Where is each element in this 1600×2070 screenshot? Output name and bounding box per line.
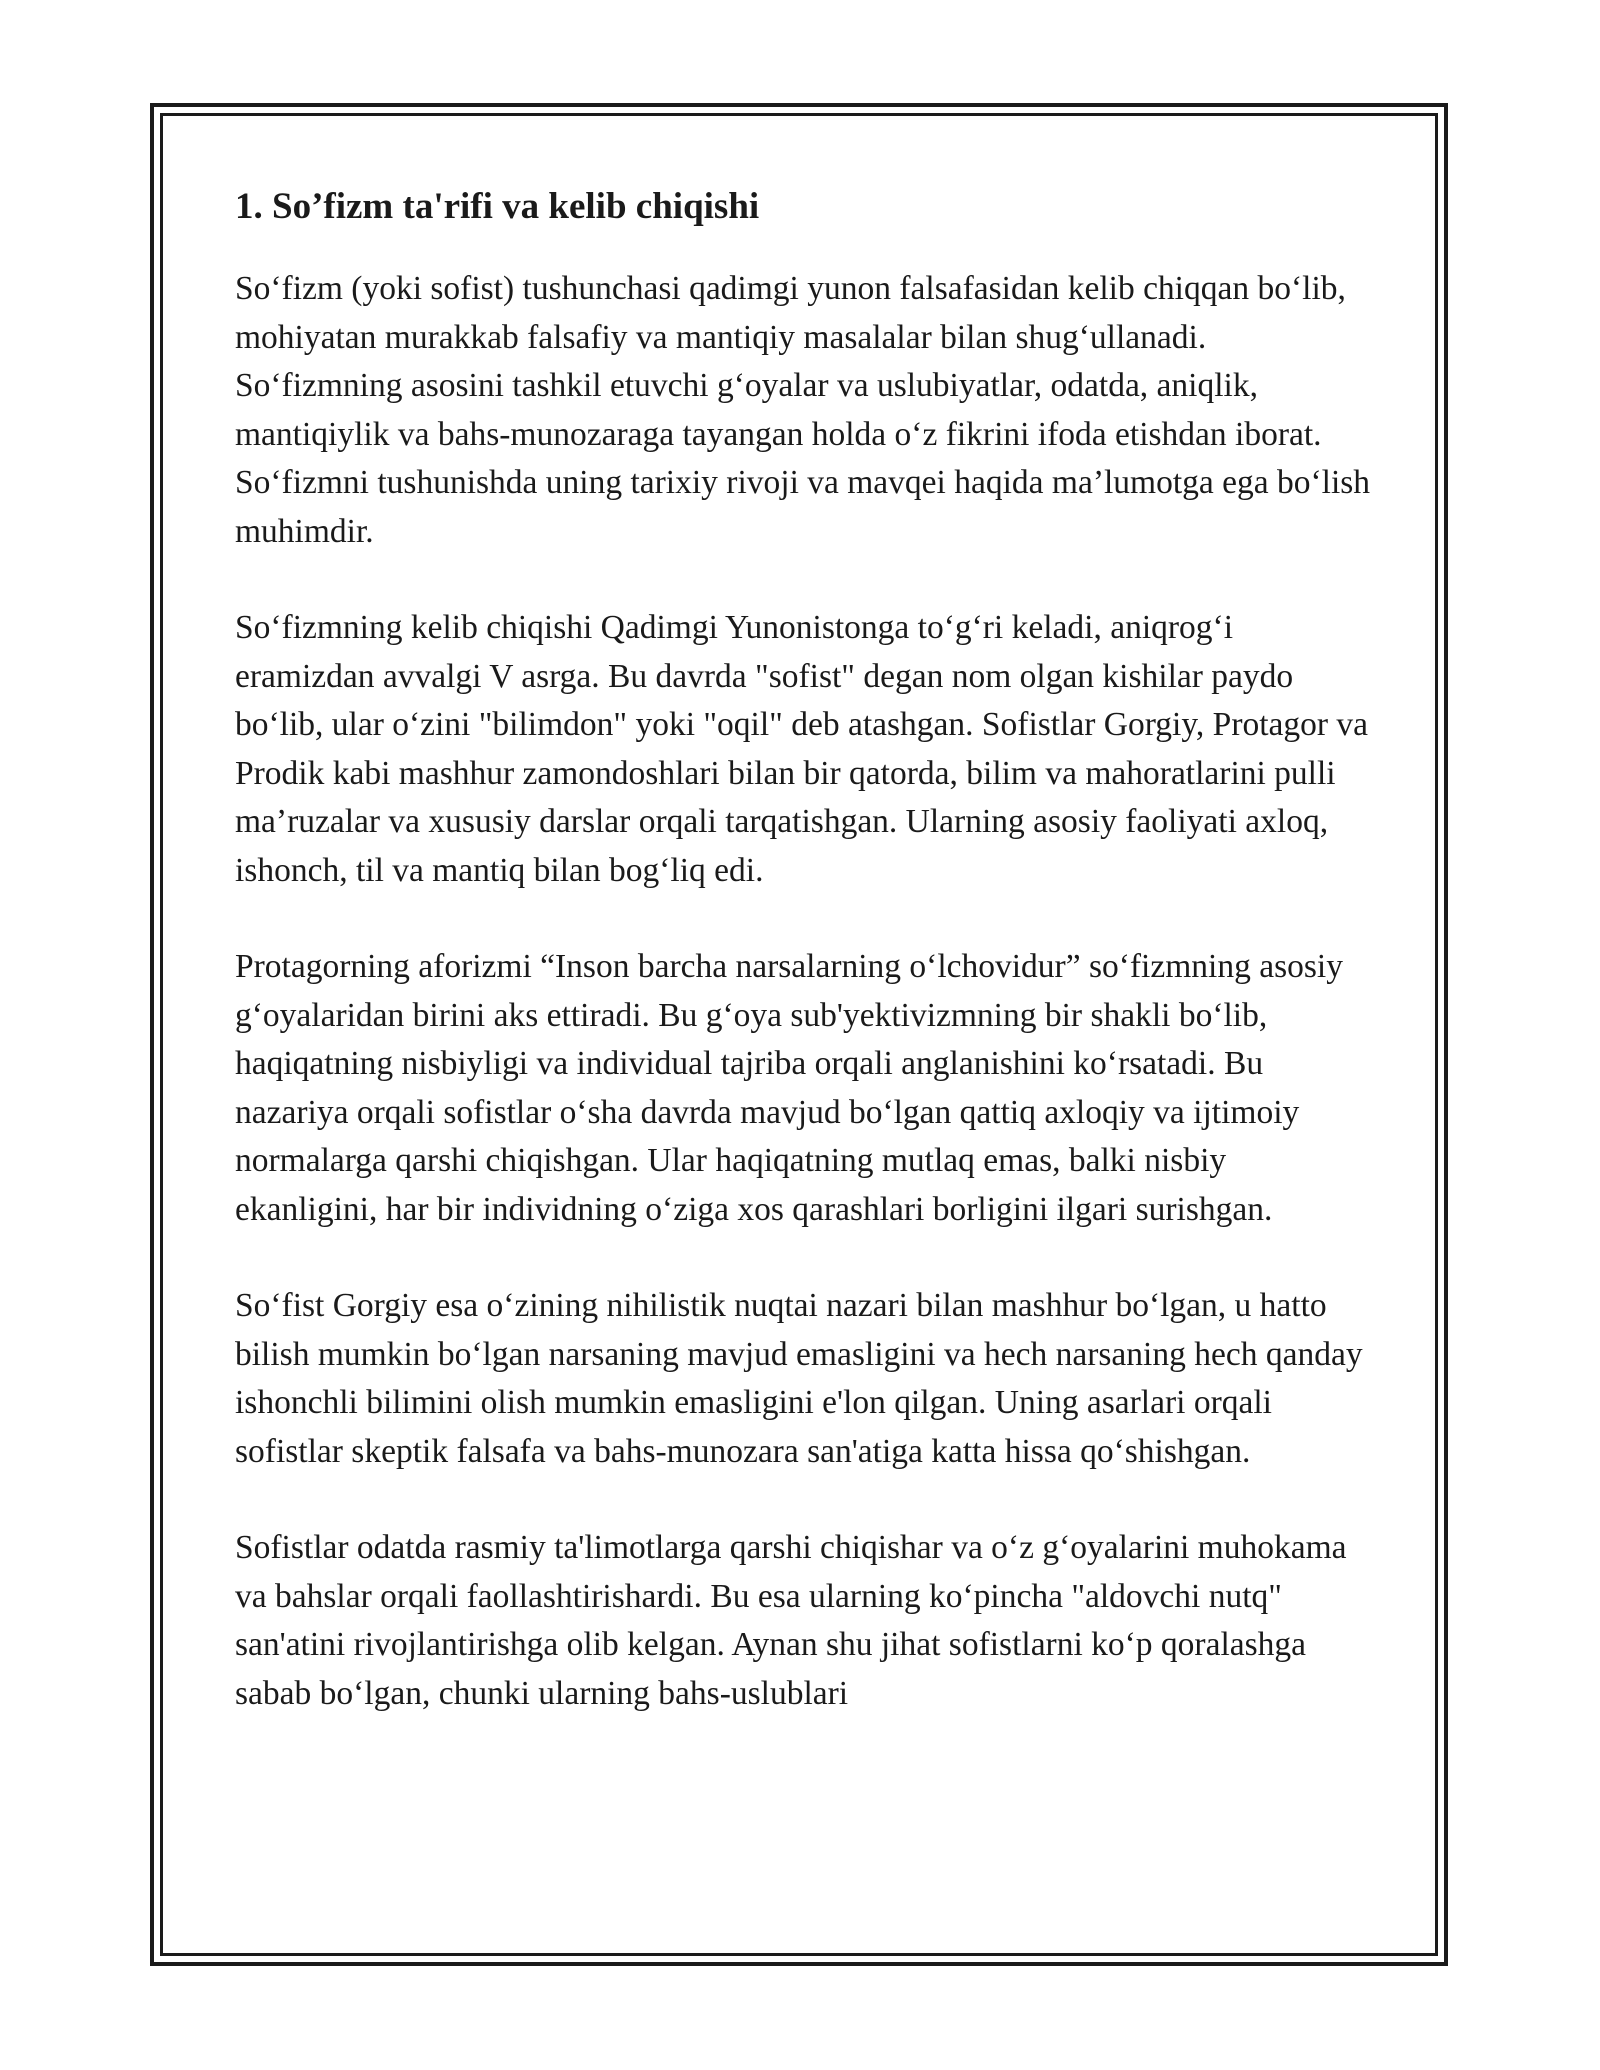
paragraph-origin: So‘fizmning kelib chiqishi Qadimgi Yunonistonga to‘g‘ri keladi, aniqrog‘i eramizdan avvalgi V asrga. Bu davrda "sofist" degan nom olgan kishilar paydo bo‘lib, ular o‘zini "bilimdon" yoki "oqil" deb atashgan. Sofistlar Gorgiy, Protagor va Prodik kabi mashhur zamondoshlari bilan bir qatorda, bilim va mahoratlarini pulli ma’ruzalar va xususiy darslar orqali tarqatishgan. Ularning asosiy faoliyati axloq, ishonch, til va mantiq bilan bog‘liq edi. [235, 609, 1369, 889]
paragraph-protagoras: Protagorning aforizmi “Inson barcha narsalarning o‘lchovidur” so‘fizmning asosiy g‘oyalaridan birini aks ettiradi. Bu g‘oya sub'yektivizmning bir shakli bo‘lib, haqiqatning nisbiyligi va individual tajriba orqali anglanishini ko‘rsatadi. Bu nazariya orqali sofistlar o‘sha davrda mavjud bo‘lgan qattiq axloqiy va ijtimoiy normalarga qarshi chiqishgan. Ular haqiqatning mutlaq emas, balki nisbiy ekanligini, har bir individning o‘ziga xos qarashlari borligini ilgari surishgan. [235, 948, 1343, 1228]
paragraph-gorgias: So‘fist Gorgiy esa o‘zining nihilistik nuqtai nazari bilan mashhur bo‘lgan, u hatto bilish mumkin bo‘lgan narsaning mavjud emasligini va hech narsaning hech qanday ishonchli bilimini olish mumkin emasligini e'lon qilgan. Uning asarlari orqali sofistlar skeptik falsafa va bahs-munozara san'atiga katta hissa qo‘shishgan. [235, 1287, 1363, 1470]
section-heading: 1. So’fizm ta'rifi va kelib chiqishi [235, 186, 760, 227]
paragraph-rhetoric: Sofistlar odatda rasmiy ta'limotlarga qarshi chiqishar va o‘z g‘oyalarini muhokama va bahslar orqali faollashtirishardi. Bu esa ularning ko‘pincha "aldovchi nutq" san'atini rivojlantirishga olib kelgan. Aynan shu jihat sofistlarni ko‘p qoralashga sabab bo‘lgan, chunki ularning bahs-uslublari [235, 1529, 1347, 1712]
paragraph-definition: So‘fizm (yoki sofist) tushunchasi qadimgi yunon falsafasidan kelib chiqqan bo‘lib, mohiyatan murakkab falsafiy va mantiqiy masalalar bilan shug‘ullanadi. So‘fizmning asosini tashkil etuvchi g‘oyalar va uslubiyatlar, odatda, aniqlik, mantiqiylik va bahs-munozaraga tayangan holda o‘z fikrini ifoda etishdan iborat. So‘fizmni tushunishda uning tarixiy rivoji va mavqei haqida ma’lumotga ega bo‘lish muhimdir. [235, 270, 1371, 550]
document-body [235, 185, 1375, 1766]
